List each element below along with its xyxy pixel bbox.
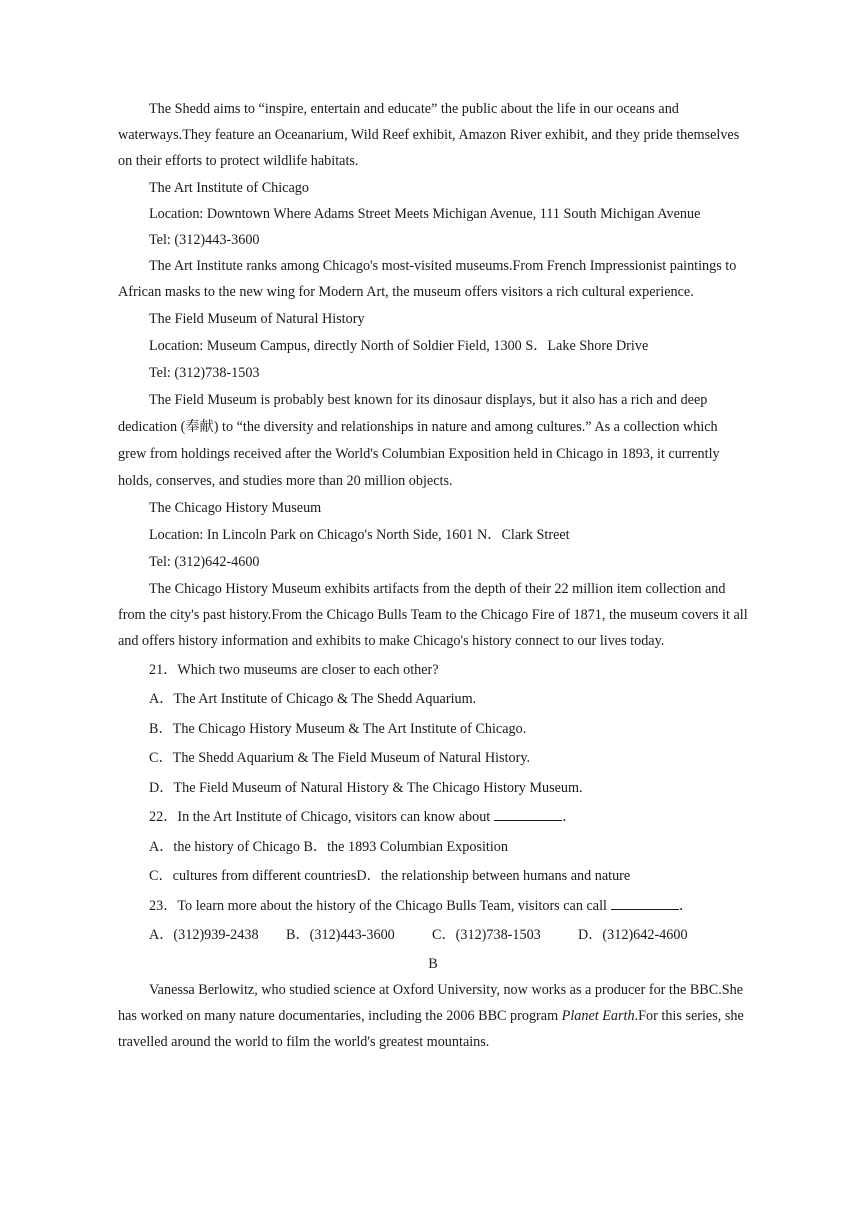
question-23-end: ．	[678, 897, 694, 914]
question-22-options-cd: C．cultures from different countriesD．the relationship between humans and nature	[149, 868, 631, 885]
section-b-paragraph	[118, 977, 748, 1056]
art-institute-tel: Tel: (312)443-3600	[149, 232, 260, 249]
question-22	[118, 803, 748, 892]
question-22-stem: 22．In the Art Institute of Chicago, visitors can know about	[149, 809, 491, 826]
question-21-stem: 21．Which two museums are closer to each other?	[149, 661, 439, 678]
art-institute-name: The Art Institute of Chicago	[149, 179, 309, 196]
section-b-text-1: Vanessa Berlowitz, who studied science at Oxford University, now works as a producer for the BBC.She has worked on many nature documentaries, including the 2006 BBC program	[118, 981, 744, 1025]
field-museum-tel: Tel: (312)738-1503	[149, 364, 260, 381]
question-21-option-d: D．The Field Museum of Natural History & The Chicago History Museum.	[149, 779, 583, 796]
history-museum-location: Location: In Lincoln Park on Chicago's North Side, 1601 N．Clark Street	[149, 527, 570, 544]
history-museum-tel: Tel: (312)642-4600	[149, 554, 260, 571]
field-museum-name: The Field Museum of Natural History	[149, 310, 365, 327]
question-23-option-d: D．(312)642-4600	[578, 927, 688, 944]
question-23-stem: 23．To learn more about the history of the Chicago Bulls Team, visitors can call	[149, 897, 607, 914]
field-museum-description: The Field Museum is probably best known for its dinosaur displays, but it also has a rich and deep dedication (奉献) to “the diversity and relationships in nature and among cultures.” As a collection which grew from holdings received after the World's Columbian Exposition held in Chicago in 1893, it currently holds, conserves, and studies more than 20 million objects.	[118, 391, 720, 489]
program-title-part-2: Earth	[602, 1008, 635, 1025]
answer-blank	[494, 808, 562, 821]
question-23-options	[118, 921, 748, 951]
field-museum-location: Location: Museum Campus, directly North of Soldier Field, 1300 S．Lake Shore Drive	[149, 337, 649, 354]
question-21-option-a: A．The Art Institute of Chicago & The Shedd Aquarium.	[149, 691, 477, 708]
question-21	[118, 656, 748, 804]
question-22-end: ．	[562, 809, 577, 826]
shedd-description: The Shedd aims to “inspire, entertain and educate” the public about the life in our oceans and waterways.They feature an Oceanarium, Wild Reef exhibit, Amazon River exhibit, and they pride themselves on their efforts to protect wildlife habitats.	[118, 101, 740, 170]
question-21-option-b: B．The Chicago History Museum & The Art Institute of Chicago.	[149, 720, 527, 737]
question-23-option-c: C．(312)738-1503	[432, 927, 541, 944]
art-institute-location: Location: Downtown Where Adams Street Meets Michigan Avenue, 111 South Michigan Avenue	[149, 205, 701, 222]
question-22-options-ab: A．the history of Chicago B．the 1893 Columbian Exposition	[149, 838, 508, 855]
answer-blank	[611, 897, 679, 910]
document-page	[118, 96, 748, 1055]
program-title-part-1: Planet	[561, 1008, 599, 1025]
section-b-heading: B	[428, 955, 438, 972]
question-23-stem-line	[118, 892, 748, 922]
question-23-option-b: B．(312)443-3600	[286, 927, 395, 944]
question-23	[118, 892, 748, 951]
history-museum-description: The Chicago History Museum exhibits artifacts from the depth of their 22 million item collection and from the city's past history.From the Chicago Bulls Team to the Chicago Fire of 1871, the museum covers it all and offers history information and exhibits to make Chicago's history connect to our lives today.	[118, 581, 748, 650]
question-22-stem-line	[118, 803, 748, 833]
question-23-option-a: A．(312)939-2438	[149, 927, 259, 944]
question-21-option-c: C．The Shedd Aquarium & The Field Museum of Natural History.	[149, 750, 531, 767]
section-b-text-2: .For this series, she travelled around the world to film the world's greatest mountains.	[118, 1008, 744, 1051]
history-museum-name: The Chicago History Museum	[149, 499, 322, 516]
art-institute-description: The Art Institute ranks among Chicago's most-visited museums.From French Impressionist paintings to African masks to the new wing for Modern Art, the museum offers visitors a rich cultural experience.	[118, 258, 737, 301]
